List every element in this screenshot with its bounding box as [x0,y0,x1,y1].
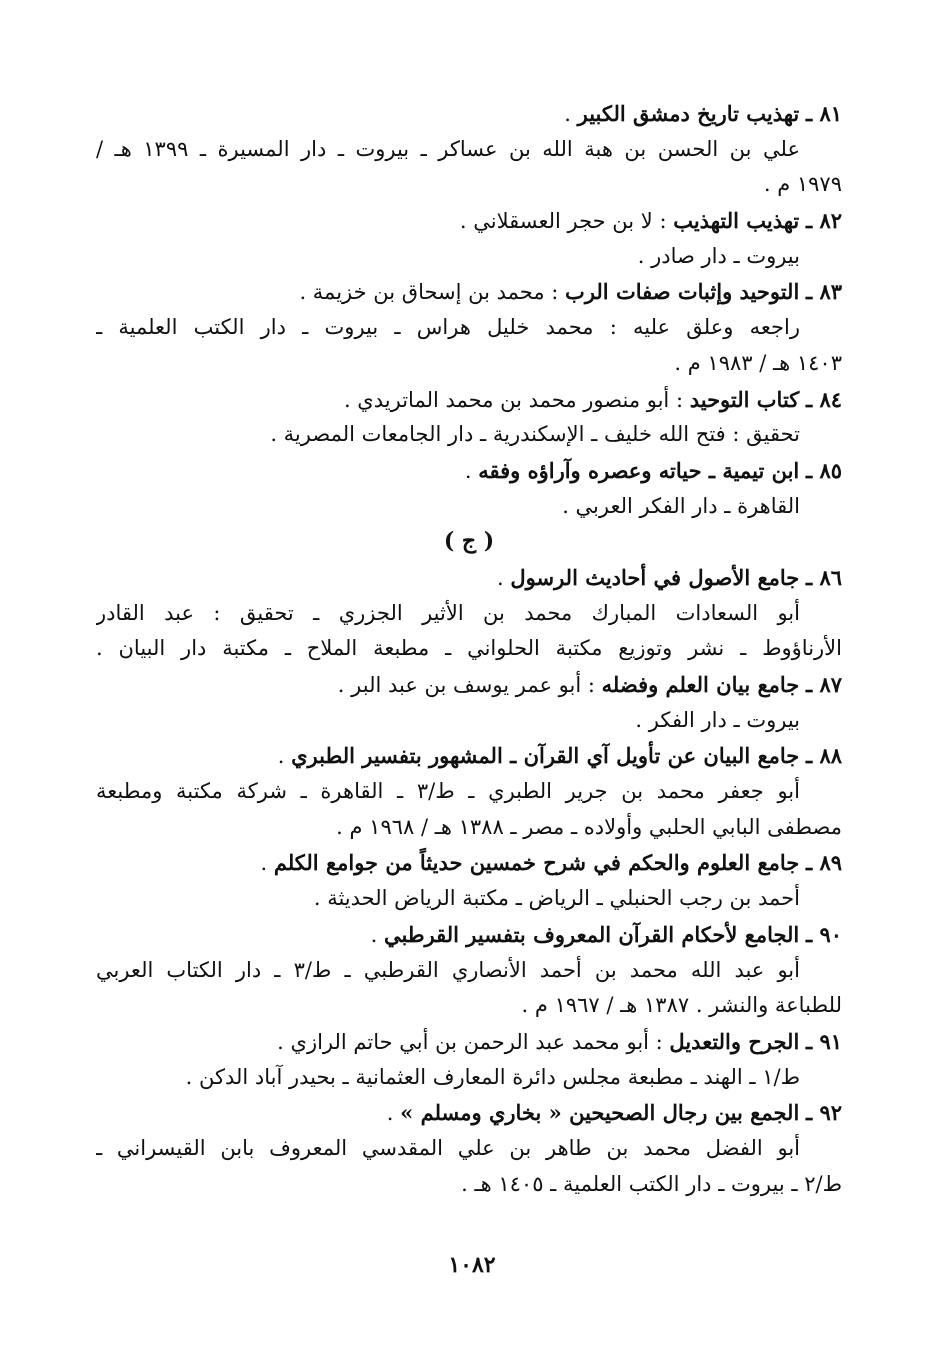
entry-author: . [260,851,274,876]
entry-title-line [96,203,842,239]
entry-author: : أبو عمر يوسف بن عبد البر . [337,673,602,697]
entry-title-line [96,560,842,596]
entry-detail-line: أبو الفضل محمد بن طاهر بن علي المقدسي المعروف بابن القيسراني ـ [96,1135,800,1160]
entry-title: الجامع لأحكام القرآن المعروف بتفسير القرطبي [383,921,800,947]
entry-title: جامع بيان العلم وفضله [601,672,800,697]
entry-detail-line: أحمد بن رجب الحنبلي ـ الرياض ـ مكتبة الرياض الحديثة . [313,886,800,911]
entry-detail-line: القاهرة ـ دار الفكر العربي . [562,493,800,518]
entry-number: ٩٠ ـ [805,921,842,947]
entry-detail-line: ط/١ ـ الهند ـ مطبعة مجلس دائرة المعارف العثمانية ـ بحيدر آباد الدكن . [185,1064,800,1089]
entry-title: كتاب التوحيد [689,386,800,412]
entry-continuation-line: ١٤٠٣ هـ / ١٩٨٣ م . [674,350,842,375]
bibliography-page [96,96,842,1202]
entry-number: ٨٧ ـ [805,672,842,697]
entry-title-line [96,96,842,132]
entry-detail-line: أبو عبد الله محمد بن أحمد الأنصاري القرطبي ـ ط/٣ ـ دار الكتاب العربي [96,957,800,982]
entry-detail-line: أبو جعفر محمد بن جرير الطبري ـ ط/٣ ـ القاهرة ـ شركة مكتبة ومطبعة [96,779,800,804]
entry-number: ٩٢ ـ [805,1100,842,1126]
entry-number: ٨٥ ـ [805,457,842,483]
entry-number: ٨١ ـ [805,101,842,126]
entry-continuation-line: ط/٢ ـ بيروت ـ دار الكتب العلمية ـ ١٤٠٥ هـ . [461,1171,842,1196]
entry-title: جامع العلوم والحكم في شرح خمسين حديثاً من جوامع الكلم [273,850,800,876]
entry-detail-line: أبو السعادات المبارك محمد بن الأثير الجزري ـ تحقيق : عبد القادر [96,600,800,625]
page-number: ١٠٨٢ [448,1252,496,1278]
entry-title-line [96,917,842,953]
entry-number: ٨٢ ـ [805,208,842,234]
entry-detail-line: بيروت ـ دار صادر . [637,243,800,268]
entry-title: جامع الأصول في أحاديث الرسول [510,564,800,590]
entry-title: ابن تيمية ـ حياته وعصره وآراؤه وفقه [478,457,800,483]
entry-title-line [96,453,842,489]
entry-detail-line: راجعه وعلق عليه : محمد خليل هراس ـ بيروت ـ دار الكتب العلمية ـ [96,315,800,340]
entry-continuation-line: للطباعة والنشر . ١٣٨٧ هـ / ١٩٦٧ م . [521,993,842,1018]
entry-author: : أبو محمد عبد الرحمن بن أبي حاتم الرازي . [277,1029,670,1054]
section-heading: ( ج ) [443,528,495,555]
entry-author: . [497,565,511,590]
entry-title: الجرح والتعديل [669,1028,800,1054]
entry-author: . [277,744,292,769]
entry-author: : أبو منصور محمد بن محمد الماتريدي . [343,387,690,412]
entry-title: تهذيب التهذيب [673,208,800,234]
entry-author: . [464,458,479,483]
entry-number: ٨٨ ـ [805,743,842,769]
entry-title-line [96,738,842,774]
entry-number: ٩١ ـ [805,1028,842,1054]
entry-author: : محمد بن إسحاق بن خزيمة . [299,280,566,305]
entry-title-line [96,667,842,703]
entry-author: . [386,1101,401,1126]
entry-detail-line: تحقيق : فتح الله خليف ـ الإسكندرية ـ دار الجامعات المصرية . [270,422,800,447]
entry-title: التوحيد وإثبات صفات الرب [565,279,800,305]
entry-continuation-line: ١٩٧٩ م . [763,172,842,197]
entry-detail-line: علي بن الحسن بن هبة الله بن عساكر ـ بيروت ـ دار المسيرة ـ ١٣٩٩ هـ / [96,136,800,161]
entry-continuation-line: مصطفى البابي الحلبي وأولاده ـ مصر ـ ١٣٨٨ هـ / ١٩٦٨ م . [336,814,842,839]
entry-author: . [370,922,384,947]
entry-number: ٨٦ ـ [805,564,842,590]
entry-title-line [96,845,842,881]
entry-title: الجمع بين رجال الصحيحين « بخاري ومسلم » [400,1100,800,1126]
entry-title-line [96,274,842,310]
entry-number: ٨٣ ـ [805,279,842,305]
entry-author: : لا بن حجر العسقلاني . [459,209,674,234]
entry-detail-line: بيروت ـ دار الفكر . [635,707,800,732]
entry-number: ٨٩ ـ [805,850,842,876]
entry-number: ٨٤ ـ [805,386,842,412]
entry-title: جامع البيان عن تأويل آي القرآن ـ المشهور بتفسير الطبري [291,743,800,769]
entry-author: . [564,102,578,126]
entry-continuation-line: الأرناؤوط ـ نشر وتوزيع مكتبة الحلواني ـ مطبعة الملاح ـ مكتبة دار البيان . [96,636,842,661]
entry-title: تهذيب تاريخ دمشق الكبير [577,101,800,126]
entry-title-line [96,382,842,418]
entry-title-line [96,1095,842,1131]
entry-title-line [96,1024,842,1060]
